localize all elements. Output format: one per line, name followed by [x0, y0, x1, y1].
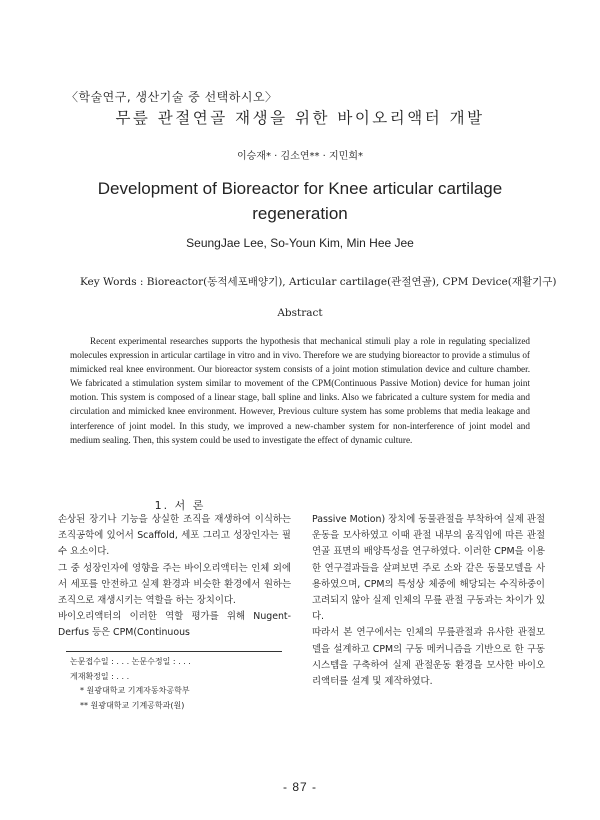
footnote-affiliation: ** 원광대학교 기계공학과(원): [80, 700, 185, 710]
title-english: [0, 176, 600, 226]
footnote-affiliation: * 원광대학교 기계자동차공학부: [80, 686, 190, 695]
abstract-heading: Abstract: [277, 307, 323, 319]
page-number: - 87 -: [282, 780, 317, 794]
paragraph: 따라서 본 연구에서는 인체의 무릎관절과 유사한 관절모델을 설계하고 CPM의 구동 메커니즘을 기반으로 한 구동시스템을 구축하여 실제 관절운동 환경을 모사한 바이오리액터를 설계 및 제작하였다.: [312, 627, 545, 688]
footnote-divider: [66, 651, 282, 652]
footnote-accepted: 게재확정일 : . . .: [70, 671, 130, 681]
title-english-line2: regeneration: [252, 204, 348, 223]
footnotes: [70, 655, 310, 713]
keywords: Key Words : Bioreactor(동적세포배양기), Articular cartilage(관절연골), CPM Device(재활기구): [80, 276, 557, 288]
authors-english: SeungJae Lee, So-Youn Kim, Min Hee Jee: [186, 236, 414, 250]
authors-korean: 이승재* · 김소연** · 지민희*: [236, 151, 363, 162]
title-korean: 무릎 관절연골 재생을 위한 바이오리액터 개발: [115, 109, 485, 127]
series-label: 〈학술연구, 생산기술 중 선택하시오〉: [66, 90, 278, 104]
paragraph: 그 중 성장인자에 영향을 주는 바이오리액터는 인체 외에서 세포를 안전하고 실제 환경과 비슷한 환경에서 원하는 조직으로 재생시키는 역할을 하는 장치이다.: [58, 562, 291, 607]
section-heading: 1. 서 론: [154, 499, 206, 512]
paragraph: 손상된 장기나 기능을 상실한 조직을 재생하여 이식하는 조직공학에 있어서 Scaffold, 세포 그리고 성장인자는 필수 요소이다.: [58, 514, 291, 558]
body-column-right: [312, 512, 545, 690]
title-english-line1: Development of Bioreactor for Knee articular cartilage: [97, 179, 503, 198]
footnote-received: 논문접수일 : . . . 논문수정일 : . . .: [70, 657, 191, 666]
body-column-left: [58, 512, 291, 642]
paragraph: Passive Motion) 장치에 동물관절을 부착하여 실제 관절운동을 모사하였고 이때 관절 내부의 움직임에 따른 관절연골 표면의 배양특성을 연구하였다. 이러한 CPM을 이용한 연구결과들을 살펴보면 주로 소와 같은 동물모델을 사용하였으며, CPM의 특성상 체중에 해당되는 수직하중이 고려되지 않아 실제 인체의 무릎 관절 구동과는 차이가 있다.: [312, 514, 545, 623]
paragraph: 바이오리액터의 이러한 역할 평가를 위해 Nugent-Derfus 등은 CPM(Continuous: [58, 611, 291, 639]
abstract-body: Recent experimental researches supports the hypothesis that mechanical stimuli play a role in regulating specialized molecules expression in articular cartilage in vitro and in vivo. Therefore we are studying bioreactor to provide a stimulus of mimicked real knee environment. Our bioreactor system consists of a joint motion stimulation device and culture chamber. We fabricated a stimulation system similar to movement of the CPM(Continuous Passive Motion) device for human joint motion. This system is composed of a linear stage, ball spline and links. Also we fabricated a culture system for media and circulation and mimicked knee environment. However, Previous culture system has some problems that media leakage and interference of joint model. In this study, we improved a new-chamber system for non-interference of joint model and medium sealing. Then, this system could be used to investigate the effect of dynamic culture.: [70, 336, 530, 445]
